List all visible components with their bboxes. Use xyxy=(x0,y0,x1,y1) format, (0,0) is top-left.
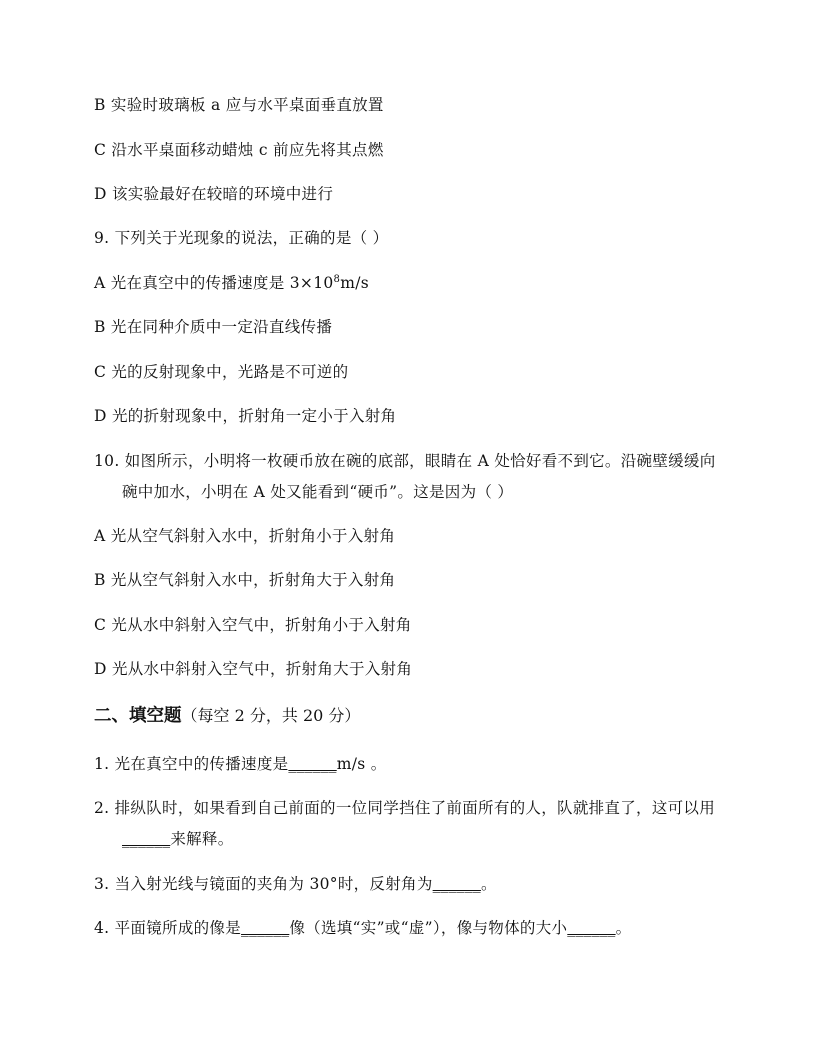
fill-q2-line2 xyxy=(122,829,234,849)
q10-option-d: D 光从水中斜射入空气中，折射角大于入射角 xyxy=(94,660,413,678)
section-2-heading xyxy=(94,705,360,727)
q10-stem-line2: 碗中加水，小明在 A 处又能看到“硬币”。这是因为（ ） xyxy=(122,483,514,501)
q8-option-c: C 沿水平桌面移动蜡烛 c 前应先将其点燃 xyxy=(94,141,384,159)
q9-option-a-exponent: 8 xyxy=(333,274,341,285)
fill-q1 xyxy=(94,754,387,774)
q9-option-a-unit: m/s xyxy=(340,274,369,292)
fill-q4-middle: 像（选填“实”或“虚”），像与物体的大小 xyxy=(289,919,568,937)
q8-option-d: D 该实验最好在较暗的环境中进行 xyxy=(94,185,334,203)
fill-q2-blank: ______ xyxy=(122,830,171,848)
q10-option-b: B 光从空气斜射入水中，折射角大于入射角 xyxy=(94,571,396,589)
q10-option-c: C 光从水中斜射入空气中，折射角小于入射角 xyxy=(94,616,412,634)
fill-q1-blank: ______ xyxy=(288,755,337,773)
fill-q4-blank-1: ______ xyxy=(241,919,290,937)
section-2-scoring-note: （每空 2 分，共 20 分） xyxy=(181,706,361,725)
q10-option-a: A 光从空气斜射入水中，折射角小于入射角 xyxy=(94,527,396,545)
q9-option-a xyxy=(94,273,369,293)
fill-q1-text: 1. 光在真空中的传播速度是 xyxy=(94,755,289,773)
q8-option-b: B 实验时玻璃板 a 应与水平桌面垂直放置 xyxy=(94,96,384,114)
fill-q4 xyxy=(94,918,631,938)
q9-option-d: D 光的折射现象中，折射角一定小于入射角 xyxy=(94,407,397,425)
fill-q3-text: 3. 当入射光线与镜面的夹角为 30°时，反射角为 xyxy=(94,875,433,893)
q9-option-c: C 光的反射现象中，光路是不可逆的 xyxy=(94,363,349,381)
q9-option-b: B 光在同种介质中一定沿直线传播 xyxy=(94,318,333,336)
fill-q1-unit: m/s 。 xyxy=(336,755,387,773)
q9-stem: 9. 下列关于光现象的说法，正确的是（ ） xyxy=(94,229,389,247)
fill-q4-text: 4. 平面镜所成的像是 xyxy=(94,919,242,937)
fill-q2-line1: 2. 排纵队时，如果看到自己前面的一位同学挡住了前面所有的人，队就排直了，这可以用 xyxy=(94,799,716,817)
fill-q4-blank-2: ______ xyxy=(567,919,616,937)
section-2-title: 二、填空题 xyxy=(94,706,182,726)
fill-q3-blank: ______ xyxy=(432,875,481,893)
fill-q4-suffix: 。 xyxy=(615,919,632,937)
fill-q3 xyxy=(94,874,497,894)
fill-q3-suffix: 。 xyxy=(480,875,497,893)
q9-option-a-text: A 光在真空中的传播速度是 3×10 xyxy=(94,274,334,292)
q10-stem-line1: 10. 如图所示，小明将一枚硬币放在碗的底部，眼睛在 A 处恰好看不到它。沿碗壁缓缓向 xyxy=(94,452,716,470)
fill-q2-suffix: 来解释。 xyxy=(170,830,234,848)
